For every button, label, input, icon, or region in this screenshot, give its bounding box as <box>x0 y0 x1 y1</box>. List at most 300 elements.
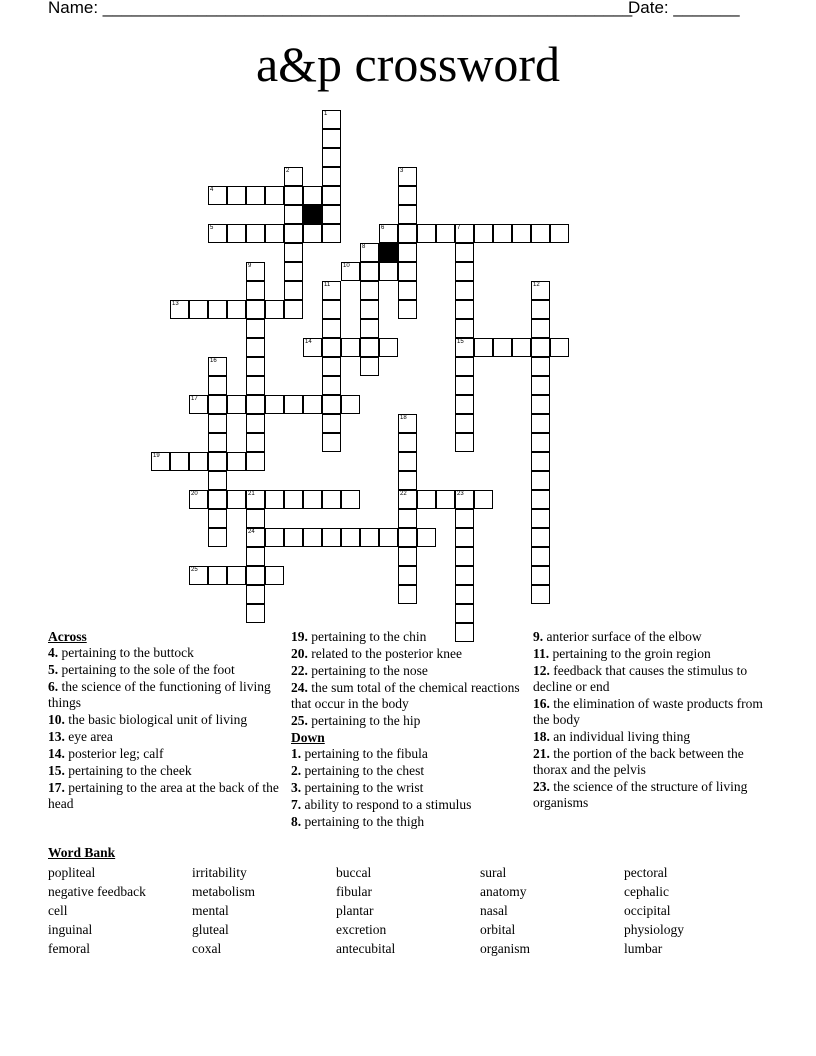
grid-cell[interactable] <box>550 338 569 357</box>
word-bank-word: buccal <box>336 865 372 880</box>
grid-cell[interactable] <box>341 395 360 414</box>
grid-cell[interactable] <box>531 547 550 566</box>
grid-cell[interactable] <box>531 414 550 433</box>
grid-cell[interactable] <box>246 509 265 528</box>
grid-cell[interactable] <box>227 300 246 319</box>
word-bank-word: sural <box>480 865 507 880</box>
grid-cell[interactable] <box>246 395 265 414</box>
grid-cell[interactable] <box>455 224 474 243</box>
grid-cell[interactable] <box>246 357 265 376</box>
word-bank-title: Word Bank <box>48 845 116 860</box>
grid-cell[interactable] <box>531 300 550 319</box>
word-bank-word: occipital <box>624 903 671 918</box>
grid-cell[interactable] <box>208 471 227 490</box>
grid-cell[interactable] <box>208 490 227 509</box>
grid-cell[interactable] <box>284 167 303 186</box>
across-clue <box>48 645 284 661</box>
grid-cell[interactable] <box>322 224 341 243</box>
grid-cell[interactable] <box>208 186 227 205</box>
clue-text: pertaining to the thigh <box>304 814 425 829</box>
grid-cell[interactable] <box>531 490 550 509</box>
grid-cell[interactable] <box>265 300 284 319</box>
grid-cell[interactable] <box>531 319 550 338</box>
grid-cell[interactable] <box>284 395 303 414</box>
word-bank-word: plantar <box>336 903 374 918</box>
word-bank-word: physiology <box>624 922 685 937</box>
grid-cell[interactable] <box>189 395 208 414</box>
clue-number: 4 <box>210 187 214 193</box>
clue-number: 16 <box>210 358 217 364</box>
grid-cell[interactable] <box>303 186 322 205</box>
grid-cell[interactable] <box>284 186 303 205</box>
clue-text: pertaining to the nose <box>311 663 428 678</box>
grid-cell[interactable] <box>303 224 322 243</box>
grid-cell[interactable] <box>398 186 417 205</box>
clue-number: 10 <box>343 263 350 269</box>
clue-number: 12 <box>533 282 540 288</box>
grid-cell[interactable] <box>303 338 322 357</box>
clue-number: 13 <box>172 301 179 307</box>
grid-cell[interactable] <box>455 566 474 585</box>
grid-cell[interactable] <box>246 262 265 281</box>
clue-num: 16. <box>533 696 550 711</box>
word-bank-word: irritability <box>192 865 247 880</box>
grid-cell[interactable] <box>303 490 322 509</box>
clue-text: related to the posterior knee <box>311 646 462 661</box>
grid-cell[interactable] <box>246 414 265 433</box>
grid-block <box>379 243 398 262</box>
grid-cell[interactable] <box>265 528 284 547</box>
grid-cell[interactable] <box>246 433 265 452</box>
grid-cell[interactable] <box>284 528 303 547</box>
grid-cell[interactable] <box>227 566 246 585</box>
grid-cell[interactable] <box>398 547 417 566</box>
grid-cell[interactable] <box>322 281 341 300</box>
grid-cell[interactable] <box>455 433 474 452</box>
grid-cell[interactable] <box>360 338 379 357</box>
grid-cell[interactable] <box>189 566 208 585</box>
grid-cell[interactable] <box>493 224 512 243</box>
clue-number: 7 <box>457 225 461 231</box>
grid-cell[interactable] <box>322 376 341 395</box>
clue-text: pertaining to the buttock <box>61 645 194 660</box>
grid-cell[interactable] <box>455 262 474 281</box>
grid-cell[interactable] <box>360 262 379 281</box>
word-bank-word: coxal <box>192 941 222 956</box>
grid-cell[interactable] <box>455 490 474 509</box>
grid-cell[interactable] <box>322 205 341 224</box>
clue-text: an individual living thing <box>553 729 691 744</box>
clue-text: pertaining to the wrist <box>304 780 424 795</box>
grid-cell[interactable] <box>531 585 550 604</box>
clue-num: 3. <box>291 780 302 795</box>
grid-cell[interactable] <box>531 433 550 452</box>
grid-cell[interactable] <box>284 281 303 300</box>
down-clue <box>533 646 769 662</box>
across-clue <box>291 713 527 729</box>
grid-cell[interactable] <box>417 528 436 547</box>
grid-cell[interactable] <box>455 319 474 338</box>
grid-cell[interactable] <box>227 395 246 414</box>
clues-column-1 <box>48 629 284 813</box>
clue-num: 10. <box>48 712 65 727</box>
clue-num: 19. <box>291 629 308 644</box>
grid-cell[interactable] <box>531 395 550 414</box>
grid-cell[interactable] <box>265 490 284 509</box>
across-clue <box>291 646 527 662</box>
grid-cell[interactable] <box>284 490 303 509</box>
grid-cell[interactable] <box>208 376 227 395</box>
grid-cell[interactable] <box>208 395 227 414</box>
grid-cell[interactable] <box>398 471 417 490</box>
grid-cell[interactable] <box>531 528 550 547</box>
clue-text: eye area <box>68 729 113 744</box>
grid-cell[interactable] <box>322 395 341 414</box>
word-bank-word: popliteal <box>48 865 96 880</box>
word-bank-column <box>48 863 146 958</box>
clue-number: 17 <box>191 396 198 402</box>
grid-cell[interactable] <box>360 319 379 338</box>
grid-cell[interactable] <box>208 224 227 243</box>
grid-cell[interactable] <box>398 243 417 262</box>
grid-cell[interactable] <box>455 395 474 414</box>
clue-text: the sum total of the chemical reactions that occur in the body <box>291 680 520 711</box>
grid-cell[interactable] <box>512 338 531 357</box>
grid-cell[interactable] <box>322 319 341 338</box>
grid-cell[interactable] <box>417 224 436 243</box>
grid-cell[interactable] <box>493 338 512 357</box>
word-bank-word: excretion <box>336 922 387 937</box>
grid-cell[interactable] <box>303 528 322 547</box>
clue-num: 15. <box>48 763 65 778</box>
clue-number: 15 <box>457 339 464 345</box>
grid-cell[interactable] <box>322 490 341 509</box>
grid-cell[interactable] <box>208 433 227 452</box>
clues-column-3 <box>533 629 769 812</box>
grid-cell[interactable] <box>474 490 493 509</box>
word-bank-word: gluteal <box>192 922 229 937</box>
grid-cell[interactable] <box>550 224 569 243</box>
grid-cell[interactable] <box>322 110 341 129</box>
grid-cell[interactable] <box>398 452 417 471</box>
clue-text: pertaining to the cheek <box>68 763 192 778</box>
grid-cell[interactable] <box>531 357 550 376</box>
grid-cell[interactable] <box>265 566 284 585</box>
clue-text: pertaining to the groin region <box>552 646 711 661</box>
clue-text: posterior leg; calf <box>68 746 164 761</box>
grid-cell[interactable] <box>398 433 417 452</box>
word-bank-word: cephalic <box>624 884 669 899</box>
grid-cell[interactable] <box>284 300 303 319</box>
grid-cell[interactable] <box>322 357 341 376</box>
grid-cell[interactable] <box>246 338 265 357</box>
grid-cell[interactable] <box>227 186 246 205</box>
word-bank-word: fibular <box>336 884 372 899</box>
grid-cell[interactable] <box>284 205 303 224</box>
clue-num: 5. <box>48 662 59 677</box>
clue-number: 3 <box>400 168 404 174</box>
down-clue <box>291 797 527 813</box>
grid-cell[interactable] <box>341 490 360 509</box>
grid-cell[interactable] <box>322 186 341 205</box>
grid-cell[interactable] <box>455 585 474 604</box>
clue-num: 7. <box>291 797 302 812</box>
grid-cell[interactable] <box>246 547 265 566</box>
grid-cell[interactable] <box>208 357 227 376</box>
name-line: Name: ________________________________________________________ <box>48 0 633 17</box>
word-bank-word: metabolism <box>192 884 255 899</box>
grid-cell[interactable] <box>455 528 474 547</box>
word-bank-word: antecubital <box>336 941 396 956</box>
grid-cell[interactable] <box>398 528 417 547</box>
clue-num: 21. <box>533 746 550 761</box>
grid-cell[interactable] <box>322 167 341 186</box>
grid-cell[interactable] <box>379 262 398 281</box>
grid-cell[interactable] <box>455 357 474 376</box>
down-clue <box>291 814 527 830</box>
grid-cell[interactable] <box>322 528 341 547</box>
across-clue <box>291 663 527 679</box>
word-bank-word: orbital <box>480 922 516 937</box>
clue-num: 6. <box>48 679 59 694</box>
grid-cell[interactable] <box>322 414 341 433</box>
across-clue <box>48 729 284 745</box>
clue-number: 19 <box>153 453 160 459</box>
clue-text: ability to respond to a stimulus <box>304 797 472 812</box>
grid-cell[interactable] <box>246 585 265 604</box>
grid-cell[interactable] <box>322 433 341 452</box>
clue-text: the science of the functioning of living things <box>48 679 271 710</box>
grid-cell[interactable] <box>531 281 550 300</box>
grid-cell[interactable] <box>246 566 265 585</box>
clue-heading: Across <box>48 629 87 644</box>
word-bank-column <box>480 863 530 958</box>
across-clue <box>48 780 284 812</box>
clue-num: 17. <box>48 780 65 795</box>
clue-num: 22. <box>291 663 308 678</box>
clue-number: 24 <box>248 529 255 535</box>
word-bank-word: inguinal <box>48 922 93 937</box>
grid-cell[interactable] <box>265 224 284 243</box>
grid-cell[interactable] <box>322 129 341 148</box>
grid-cell[interactable] <box>227 224 246 243</box>
grid-cell[interactable] <box>455 547 474 566</box>
down-clue <box>533 696 769 728</box>
clue-number: 14 <box>305 339 312 345</box>
down-clue <box>291 746 527 762</box>
grid-cell[interactable] <box>189 490 208 509</box>
grid-cell[interactable] <box>246 490 265 509</box>
date-line: Date: _______ <box>628 0 740 17</box>
grid-cell[interactable] <box>360 357 379 376</box>
grid-cell[interactable] <box>208 528 227 547</box>
grid-cell[interactable] <box>531 376 550 395</box>
grid-cell[interactable] <box>360 281 379 300</box>
clue-num: 4. <box>48 645 59 660</box>
grid-cell[interactable] <box>531 224 550 243</box>
clue-num: 23. <box>533 779 550 794</box>
grid-cell[interactable] <box>531 471 550 490</box>
grid-cell[interactable] <box>455 509 474 528</box>
clue-text: pertaining to the fibula <box>304 746 428 761</box>
grid-cell[interactable] <box>246 281 265 300</box>
grid-cell[interactable] <box>341 528 360 547</box>
across-clue <box>291 680 527 712</box>
grid-cell[interactable] <box>208 509 227 528</box>
word-bank-word: mental <box>192 903 229 918</box>
grid-cell[interactable] <box>189 452 208 471</box>
clue-num: 25. <box>291 713 308 728</box>
clue-num: 9. <box>533 629 544 644</box>
grid-cell[interactable] <box>322 338 341 357</box>
clue-text: pertaining to the area at the back of the head <box>48 780 279 811</box>
clue-number: 2 <box>286 168 290 174</box>
grid-cell[interactable] <box>246 186 265 205</box>
grid-cell[interactable] <box>398 566 417 585</box>
grid-cell[interactable] <box>246 224 265 243</box>
clue-number: 1 <box>324 111 328 117</box>
grid-cell[interactable] <box>284 262 303 281</box>
grid-cell[interactable] <box>455 604 474 623</box>
grid-cell[interactable] <box>227 490 246 509</box>
grid-cell[interactable] <box>512 224 531 243</box>
grid-cell[interactable] <box>246 319 265 338</box>
clue-text: pertaining to the hip <box>311 713 421 728</box>
grid-cell[interactable] <box>151 452 170 471</box>
across-clue <box>48 679 284 711</box>
across-clue <box>291 629 527 645</box>
clue-text: pertaining to the chest <box>304 763 425 778</box>
clue-number: 6 <box>381 225 385 231</box>
across-clue <box>48 662 284 678</box>
clue-number: 21 <box>248 491 255 497</box>
grid-block <box>303 205 322 224</box>
word-bank-word: cell <box>48 903 68 918</box>
grid-cell[interactable] <box>398 490 417 509</box>
word-bank-word: anatomy <box>480 884 527 899</box>
grid-cell[interactable] <box>341 262 360 281</box>
grid-cell[interactable] <box>284 224 303 243</box>
clue-num: 11. <box>533 646 550 661</box>
grid-cell[interactable] <box>284 243 303 262</box>
clue-text: feedback that causes the stimulus to decline or end <box>533 663 748 694</box>
grid-cell[interactable] <box>246 528 265 547</box>
grid-cell[interactable] <box>531 509 550 528</box>
grid-cell[interactable] <box>398 224 417 243</box>
grid-cell[interactable] <box>398 300 417 319</box>
grid-cell[interactable] <box>455 338 474 357</box>
grid-cell[interactable] <box>436 224 455 243</box>
clue-num: 2. <box>291 763 302 778</box>
grid-cell[interactable] <box>170 452 189 471</box>
clue-text: the science of the structure of living organisms <box>533 779 748 810</box>
grid-cell[interactable] <box>265 395 284 414</box>
word-bank-word: organism <box>480 941 530 956</box>
clue-number: 23 <box>457 491 464 497</box>
grid-cell[interactable] <box>398 585 417 604</box>
clue-num: 18. <box>533 729 550 744</box>
clue-num: 13. <box>48 729 65 744</box>
grid-cell[interactable] <box>208 452 227 471</box>
grid-cell[interactable] <box>322 148 341 167</box>
grid-cell[interactable] <box>246 452 265 471</box>
clue-num: 12. <box>533 663 550 678</box>
grid-cell[interactable] <box>208 414 227 433</box>
grid-cell[interactable] <box>398 281 417 300</box>
down-clue <box>291 780 527 796</box>
grid-cell[interactable] <box>455 376 474 395</box>
grid-cell[interactable] <box>379 528 398 547</box>
down-clue <box>533 663 769 695</box>
across-clue <box>48 763 284 779</box>
clue-number: 20 <box>191 491 198 497</box>
grid-cell[interactable] <box>246 376 265 395</box>
grid-cell[interactable] <box>455 414 474 433</box>
clue-num: 20. <box>291 646 308 661</box>
grid-cell[interactable] <box>208 300 227 319</box>
clue-text: the elimination of waste products from the body <box>533 696 763 727</box>
grid-cell[interactable] <box>474 338 493 357</box>
grid-cell[interactable] <box>265 186 284 205</box>
grid-cell[interactable] <box>208 566 227 585</box>
grid-cell[interactable] <box>474 224 493 243</box>
clue-number: 9 <box>248 263 252 269</box>
word-bank-word: nasal <box>480 903 508 918</box>
clue-text: anterior surface of the elbow <box>546 629 702 644</box>
grid-cell[interactable] <box>189 300 208 319</box>
grid-cell[interactable] <box>360 300 379 319</box>
grid-cell[interactable] <box>379 338 398 357</box>
grid-cell[interactable] <box>436 490 455 509</box>
word-bank-word: femoral <box>48 941 90 956</box>
word-bank-column <box>336 863 395 958</box>
grid-cell[interactable] <box>246 604 265 623</box>
grid-cell[interactable] <box>455 243 474 262</box>
word-bank-column <box>624 863 684 958</box>
clue-heading: Down <box>291 730 325 745</box>
grid-cell[interactable] <box>398 509 417 528</box>
down-clue <box>533 779 769 811</box>
grid-cell[interactable] <box>341 338 360 357</box>
clue-number: 11 <box>324 282 331 288</box>
grid-cell[interactable] <box>398 205 417 224</box>
clues-column-2 <box>291 629 527 831</box>
grid-cell[interactable] <box>170 300 189 319</box>
grid-cell[interactable] <box>398 167 417 186</box>
grid-cell[interactable] <box>531 338 550 357</box>
grid-cell[interactable] <box>360 528 379 547</box>
grid-cell[interactable] <box>455 300 474 319</box>
grid-cell[interactable] <box>246 300 265 319</box>
grid-cell[interactable] <box>531 566 550 585</box>
grid-cell[interactable] <box>303 395 322 414</box>
grid-cell[interactable] <box>531 452 550 471</box>
grid-cell[interactable] <box>455 281 474 300</box>
grid-cell[interactable] <box>379 224 398 243</box>
clue-text: pertaining to the chin <box>311 629 427 644</box>
word-bank-word: pectoral <box>624 865 668 880</box>
grid-cell[interactable] <box>398 262 417 281</box>
word-bank-word: negative feedback <box>48 884 146 899</box>
grid-cell[interactable] <box>417 490 436 509</box>
grid-cell[interactable] <box>227 452 246 471</box>
word-bank-word: lumbar <box>624 941 663 956</box>
grid-cell[interactable] <box>322 300 341 319</box>
grid-cell[interactable] <box>360 243 379 262</box>
clue-number: 5 <box>210 225 214 231</box>
grid-cell[interactable] <box>398 414 417 433</box>
page-title: a&p crossword <box>255 36 561 92</box>
